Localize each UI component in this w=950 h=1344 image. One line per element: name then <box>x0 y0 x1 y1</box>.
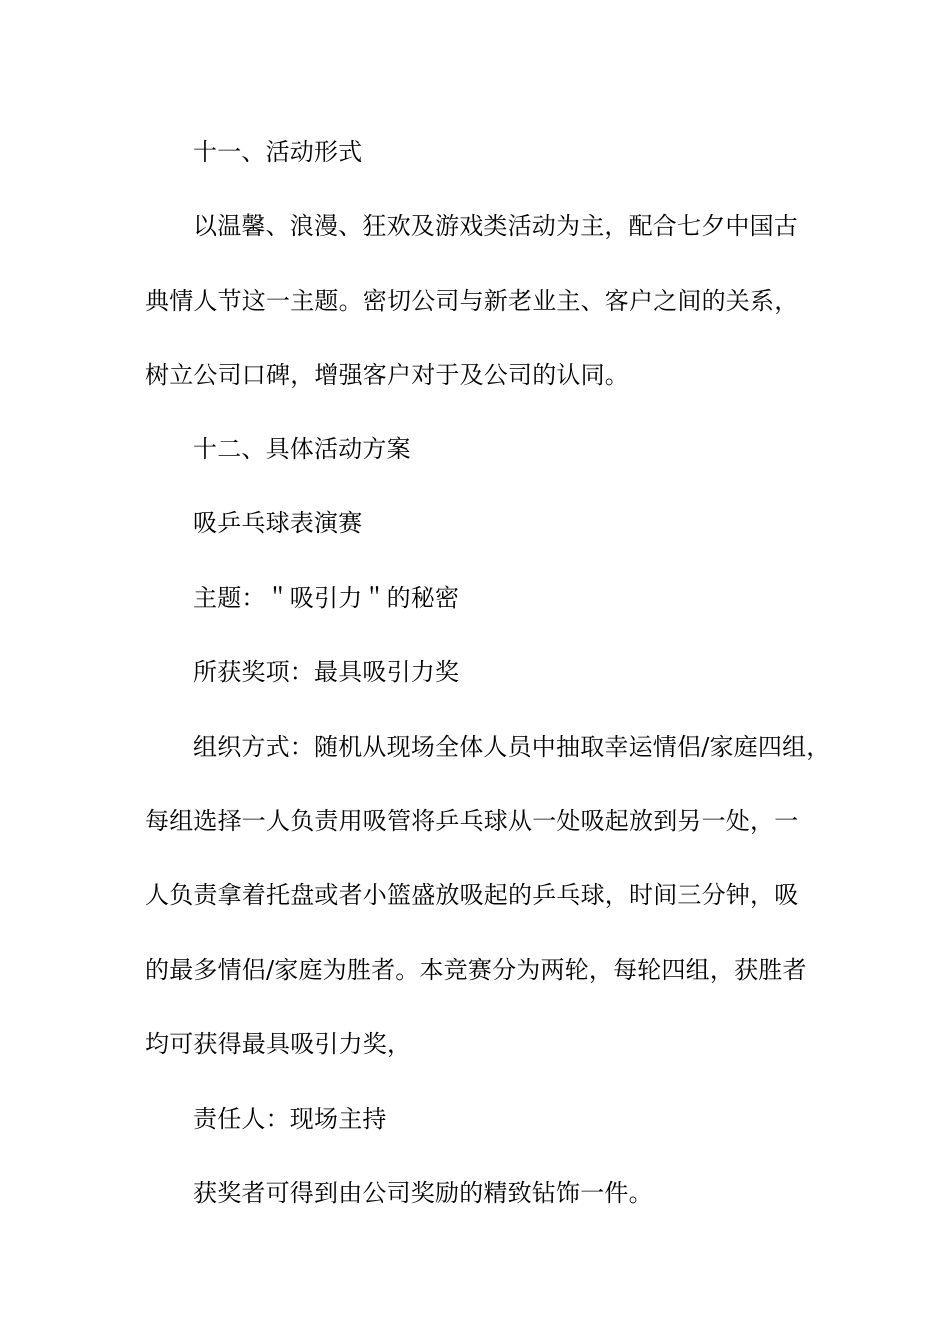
paragraph-line: 均可获得最具吸引力奖， <box>145 1030 412 1058</box>
paragraph-line: 人负责拿着托盘或者小篮盛放吸起的乒乓球，时间三分钟，吸 <box>145 881 799 909</box>
section-heading-activity-plan: 十二、具体活动方案 <box>193 435 411 463</box>
event-award: 所获奖项：最具吸引力奖 <box>193 658 460 686</box>
paragraph-line: 树立公司口碑，增强客户对于及公司的认同。 <box>145 361 629 389</box>
section-heading-activity-form: 十一、活动形式 <box>193 138 363 166</box>
paragraph-line: 以温馨、浪漫、狂欢及游戏类活动为主，配合七夕中国古 <box>193 212 798 240</box>
event-title: 吸乒乓球表演赛 <box>193 509 363 537</box>
prize-description: 获奖者可得到由公司奖励的精致钻饰一件。 <box>193 1179 653 1207</box>
event-theme: 主题：＂吸引力＂的秘密 <box>193 584 460 612</box>
paragraph-line: 每组选择一人负责用吸管将乒乓球从一处吸起放到另一处，一 <box>145 807 799 835</box>
responsible-person: 责任人：现场主持 <box>193 1105 387 1133</box>
paragraph-line: 典情人节这一主题。密切公司与新老业主、客户之间的关系， <box>145 287 799 315</box>
paragraph-line: 组织方式：随机从现场全体人员中抽取幸运情侣/家庭四组， <box>193 733 831 761</box>
paragraph-line: 的最多情侣/家庭为胜者。本竞赛分为两轮，每轮四组，获胜者 <box>145 956 807 984</box>
